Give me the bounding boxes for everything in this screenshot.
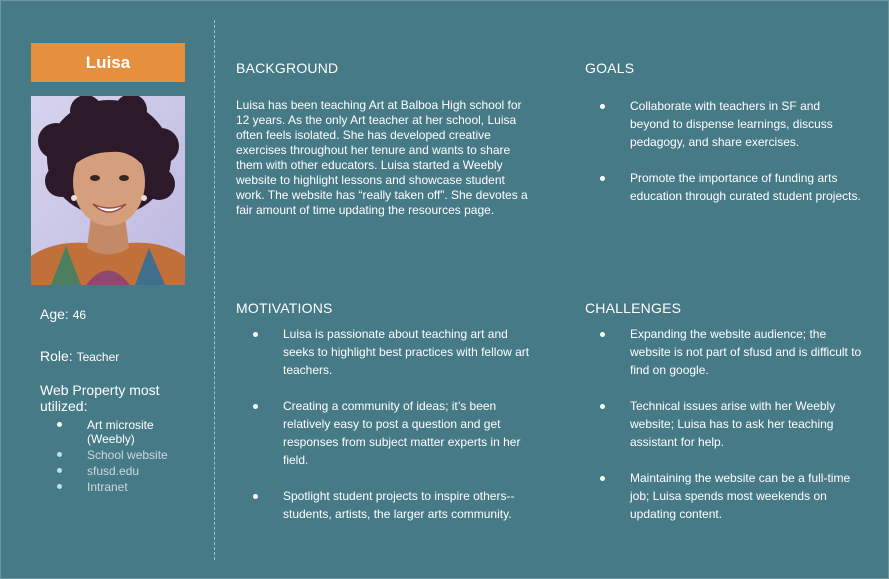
background-text: Luisa has been teaching Art at Balboa High school for 12 years. As the only Art teacher at her school, Luisa often feels isolated. She has developed creative exercises throughout her tenure and wants to share them with other educators. Luisa started a Weebly website to highlight lessons and showcase student work. The website has “really taken off”. She devotes a fair amount of time updating the resources page. xyxy=(236,98,528,217)
role-row xyxy=(40,348,119,364)
motivations-title: MOTIVATIONS xyxy=(236,300,333,316)
web-property-item: sfusd.edu xyxy=(57,464,197,478)
role-label: Role: xyxy=(40,348,73,364)
web-property-item: Art microsite (Weebly) xyxy=(57,418,197,446)
motivation-item: Creating a community of ideas; it’s been relatively easy to post a question and get responses from subject matter experts in her field. xyxy=(253,397,538,469)
challenges-title: CHALLENGES xyxy=(585,300,682,316)
persona-photo xyxy=(31,96,185,285)
goals-list xyxy=(600,97,862,205)
age-row xyxy=(40,306,86,322)
column-divider xyxy=(214,20,215,560)
role-value: Teacher xyxy=(76,350,120,364)
background-title: BACKGROUND xyxy=(236,60,339,76)
motivation-item: Spotlight student projects to inspire others--students, artists, the larger arts community. xyxy=(253,487,538,523)
age-value: 46 xyxy=(72,308,87,322)
web-property-item: School website xyxy=(57,448,197,462)
goal-item: Collaborate with teachers in SF and beyond to dispense learnings, discuss pedagogy, and share exercises. xyxy=(600,97,862,151)
challenge-item: Maintaining the website can be a full-time job; Luisa spends most weekends on updating content. xyxy=(600,469,862,523)
persona-name: Luisa xyxy=(85,52,131,72)
motivation-item: Luisa is passionate about teaching art and seeks to highlight best practices with fellow art teachers. xyxy=(253,325,538,379)
age-label: Age: xyxy=(40,306,69,322)
challenges-list xyxy=(600,325,862,523)
challenge-item: Technical issues arise with her Weebly website; Luisa has to ask her teaching assistant for help. xyxy=(600,397,862,451)
persona-name-badge xyxy=(31,43,185,82)
motivations-list xyxy=(253,325,538,523)
goal-item: Promote the importance of funding arts education through curated student projects. xyxy=(600,169,862,205)
web-property-item: Intranet xyxy=(57,480,197,494)
web-property-title: Web Property most utilized: xyxy=(40,382,160,414)
goals-title: GOALS xyxy=(585,60,635,76)
challenge-item: Expanding the website audience; the website is not part of sfusd and is difficult to find on google. xyxy=(600,325,862,379)
web-property-list xyxy=(57,418,197,496)
